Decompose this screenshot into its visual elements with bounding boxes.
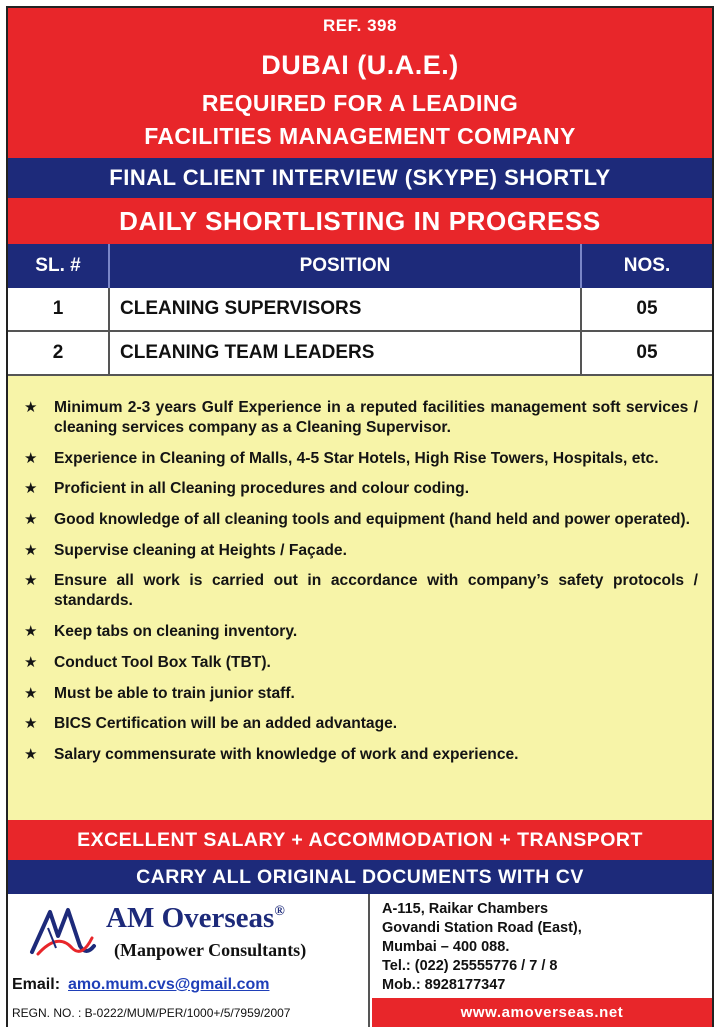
list-item [22,479,698,499]
website-link[interactable]: www.amoverseas.net [372,998,712,1027]
list-item [22,714,698,734]
company-subtitle: (Manpower Consultants) [114,940,307,960]
requirement-text: Good knowledge of all cleaning tools and equipment (hand held and power operated). [54,511,690,529]
list-item [22,684,698,704]
star-icon: ★ [24,745,38,763]
email-link[interactable]: amo.mum.cvs@gmail.com [68,976,270,993]
registered-mark: ® [274,904,285,919]
star-icon: ★ [24,449,38,467]
row-sl: 1 [8,288,110,330]
requirement-text: Salary commensurate with knowledge of work and experience. [54,745,519,763]
row-position: CLEANING SUPERVISORS [110,288,582,330]
star-icon: ★ [24,684,38,702]
star-icon: ★ [24,653,38,671]
table-header-position: POSITION [110,244,582,288]
company-name [106,902,285,935]
row-nos: 05 [636,298,658,319]
star-icon: ★ [24,480,38,498]
requirement-text: Experience in Cleaning of Malls, 4-5 Star Hotels, High Rise Towers, Hospitals, etc. [54,449,659,467]
requirement-text: Ensure all work is carried out in accordance with company’s safety protocols / standards. [54,572,698,610]
benefits-banner: EXCELLENT SALARY + ACCOMMODATION + TRANSPORT [8,820,712,860]
footer [8,894,712,1027]
list-item [22,449,698,469]
am-logo-icon [28,902,98,958]
requirement-text: Must be able to train junior staff. [54,684,295,702]
star-icon: ★ [24,511,38,529]
address-line: A-115, Raikar Chambers [382,901,549,917]
list-item [22,541,698,561]
star-icon: ★ [24,399,38,416]
header-banner [8,8,712,158]
requirement-text: Keep tabs on cleaning inventory. [54,623,298,641]
header-line-1: REQUIRED FOR A LEADING [201,90,519,116]
registration-number: REGN. NO. : B-0222/MUM/PER/1000+/5/7959/2007 [12,1006,291,1020]
poster-frame [6,6,714,1027]
company-name-text: AM Overseas [106,902,275,934]
documents-banner: CARRY ALL ORIGINAL DOCUMENTS WITH CV [8,860,712,894]
header-line-2: FACILITIES MANAGEMENT COMPANY [144,123,576,149]
star-icon: ★ [24,572,38,590]
requirements-list [22,398,698,776]
contact-block [372,894,712,1027]
row-sl: 2 [8,332,110,374]
email-label: Email: [12,976,61,993]
requirement-text: Conduct Tool Box Talk (TBT). [54,653,271,671]
requirement-text: Supervise cleaning at Heights / Façade. [54,541,347,559]
star-icon: ★ [24,541,38,559]
list-item [22,571,698,611]
requirement-text: BICS Certification will be an added advantage. [54,715,398,733]
list-item [22,622,698,642]
phone-line: Tel.: (022) 25555776 / 7 / 8 [382,958,558,974]
row-position: CLEANING TEAM LEADERS [110,332,582,374]
row-nos: 05 [636,342,658,363]
list-item [22,510,698,530]
table-header-sl: SL. # [8,244,110,288]
requirements-section [8,376,712,820]
list-item [22,745,698,765]
star-icon: ★ [24,623,38,641]
table-row [8,332,712,376]
address-line: Govandi Station Road (East), [382,920,582,936]
shortlisting-banner: DAILY SHORTLISTING IN PROGRESS [8,198,712,244]
address-line: Mumbai – 400 088. [382,939,510,955]
requirement-text: Minimum 2-3 years Gulf Experience in a reputed facilities management soft services / cleaning services company as a Cleaning Supervisor. [54,399,698,436]
job-location: DUBAI (U.A.E.) [261,50,459,80]
company-block [8,894,370,1027]
requirement-text: Proficient in all Cleaning procedures and colour coding. [54,480,470,498]
table-header-nos: NOS. [582,244,712,288]
mobile-line: Mob.: 8928177347 [382,977,506,993]
address [382,900,582,995]
interview-banner: FINAL CLIENT INTERVIEW (SKYPE) SHORTLY [8,158,712,198]
reference-number: REF. 398 [323,16,397,35]
star-icon: ★ [24,715,38,733]
table-row [8,288,712,332]
list-item [22,653,698,673]
email-row [12,976,269,994]
list-item [22,398,698,438]
